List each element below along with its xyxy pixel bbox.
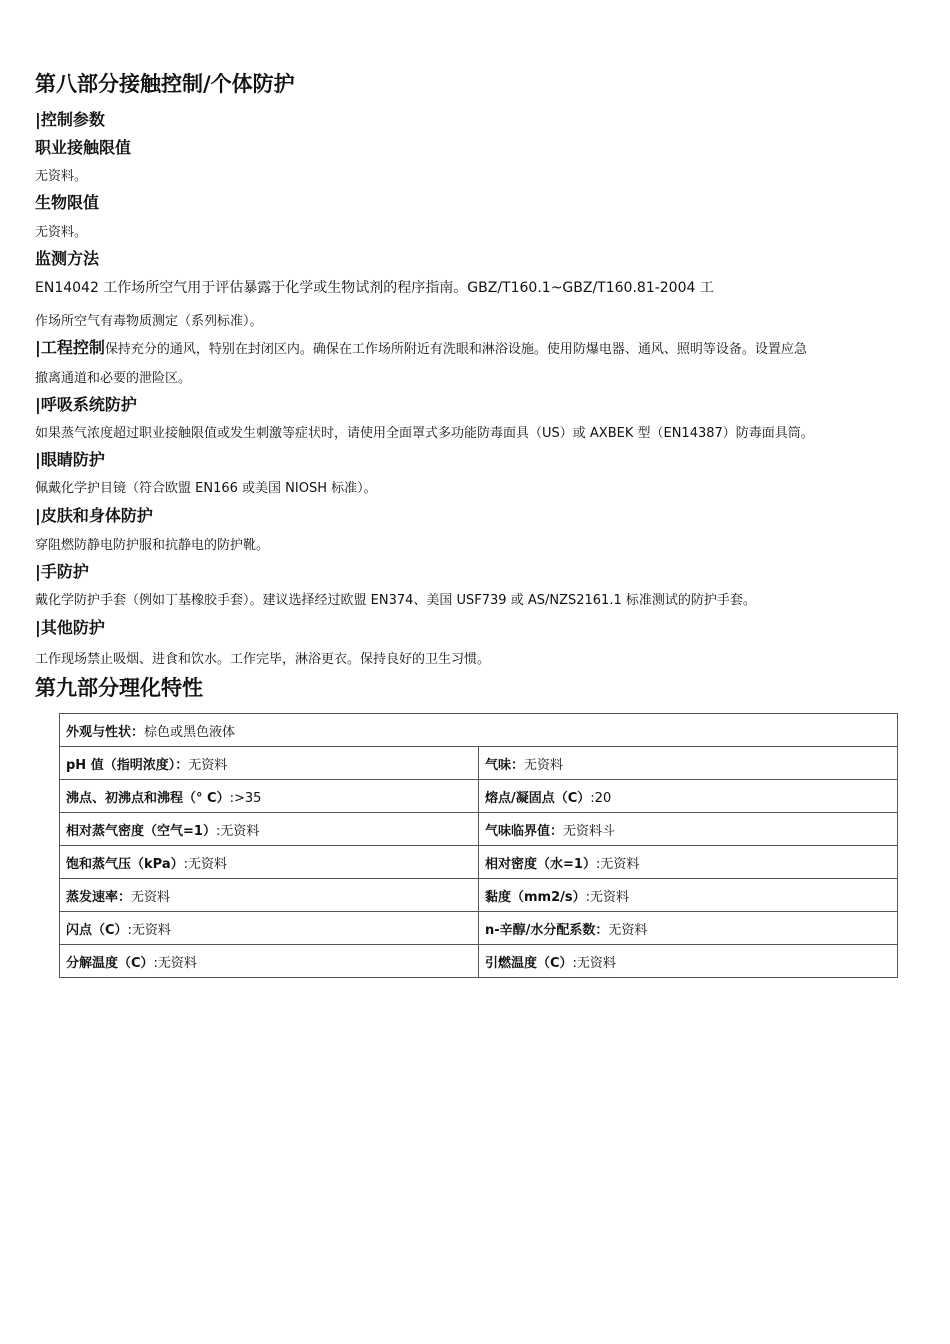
engineering-control-heading: |工程控制 bbox=[35, 338, 105, 357]
section-8-title: 第八部分接触控制/个体防护 bbox=[35, 72, 295, 96]
table-cell: 相对密度（水=1）:无资料 bbox=[479, 846, 898, 879]
hand-text: 戴化学防护手套（例如丁基橡胶手套）。建议选择经过欧盟 EN374、美国 USF739 或 AS/NZS2161.1 标准测试的防护手套。 bbox=[35, 593, 756, 608]
table-row bbox=[60, 780, 898, 813]
eye-text: 佩戴化学护目镜（符合欧盟 EN166 或美国 NIOSH 标准）。 bbox=[35, 481, 377, 496]
table-row bbox=[60, 846, 898, 879]
section-9-title: 第九部分理化特性 bbox=[35, 676, 203, 700]
table-cell: 黏度（mm2/s）:无资料 bbox=[479, 879, 898, 912]
table-row bbox=[60, 912, 898, 945]
table-cell: 分解温度（C）:无资料 bbox=[60, 945, 479, 978]
table-cell: pH 值（指明浓度）：无资料 bbox=[60, 747, 479, 780]
table-cell: 熔点/凝固点（C）:20 bbox=[479, 780, 898, 813]
oel-heading: 职业接触限值 bbox=[35, 138, 132, 157]
skin-heading: |皮肤和身体防护 bbox=[35, 506, 153, 525]
table-cell: 引燃温度（C）:无资料 bbox=[479, 945, 898, 978]
control-params-heading: |控制参数 bbox=[35, 110, 105, 129]
table-cell: 气味临界值：无资料斗 bbox=[479, 813, 898, 846]
table-cell: 闪点（C）:无资料 bbox=[60, 912, 479, 945]
monitor-text-line2: 作场所空气有毒物质测定（系列标准）。 bbox=[35, 314, 263, 329]
eye-heading: |眼睛防护 bbox=[35, 450, 105, 469]
appearance-cell: 外观与性状：棕色或黑色液体 bbox=[60, 714, 898, 747]
table-row bbox=[60, 813, 898, 846]
engineering-control-text: 保持充分的通风，特别在封闭区内。确保在工作场所附近有洗眼和淋浴设施。使用防爆电器、通风、照明等设备。设置应急 bbox=[104, 342, 807, 357]
engineering-control-text-line2: 撤离通道和必要的泄险区。 bbox=[35, 371, 192, 386]
table-cell: 气味：无资料 bbox=[479, 747, 898, 780]
physical-properties-table bbox=[59, 713, 898, 978]
oel-value: 无资料。 bbox=[35, 169, 88, 184]
monitor-text-line1: EN14042 工作场所空气用于评估暴露于化学或生物试剂的程序指南。GBZ/T160.1~GBZ/T160.81-2004 工 bbox=[35, 280, 714, 296]
respiratory-heading: |呼吸系统防护 bbox=[35, 395, 137, 414]
bio-limit-heading: 生物限值 bbox=[35, 193, 100, 212]
table-cell: 沸点、初沸点和沸程（° C）:>35 bbox=[60, 780, 479, 813]
table-row bbox=[60, 714, 898, 747]
table-cell: 相对蒸气密度（空气=1）:无资料 bbox=[60, 813, 479, 846]
engineering-control bbox=[35, 335, 807, 358]
table-row bbox=[60, 879, 898, 912]
table-cell: 饱和蒸气压（kPa）:无资料 bbox=[60, 846, 479, 879]
monitor-heading: 监测方法 bbox=[35, 249, 100, 268]
respiratory-text: 如果蒸气浓度超过职业接触限值或发生刺激等症状时，请使用全面罩式多功能防毒面具（US）或 AXBEK 型（EN14387）防毒面具筒。 bbox=[35, 426, 814, 441]
table-row bbox=[60, 945, 898, 978]
table-row bbox=[60, 747, 898, 780]
other-protection-text: 工作现场禁止吸烟、进食和饮水。工作完毕，淋浴更衣。保持良好的卫生习惯。 bbox=[35, 652, 491, 667]
table-cell: 蒸发速率：无资料 bbox=[60, 879, 479, 912]
bio-limit-value: 无资料。 bbox=[35, 225, 88, 240]
other-protection-heading: |其他防护 bbox=[35, 618, 105, 637]
table-cell: n-辛醇/水分配系数：无资料 bbox=[479, 912, 898, 945]
skin-text: 穿阻燃防静电防护服和抗静电的防护靴。 bbox=[35, 538, 270, 553]
hand-heading: |手防护 bbox=[35, 562, 89, 581]
